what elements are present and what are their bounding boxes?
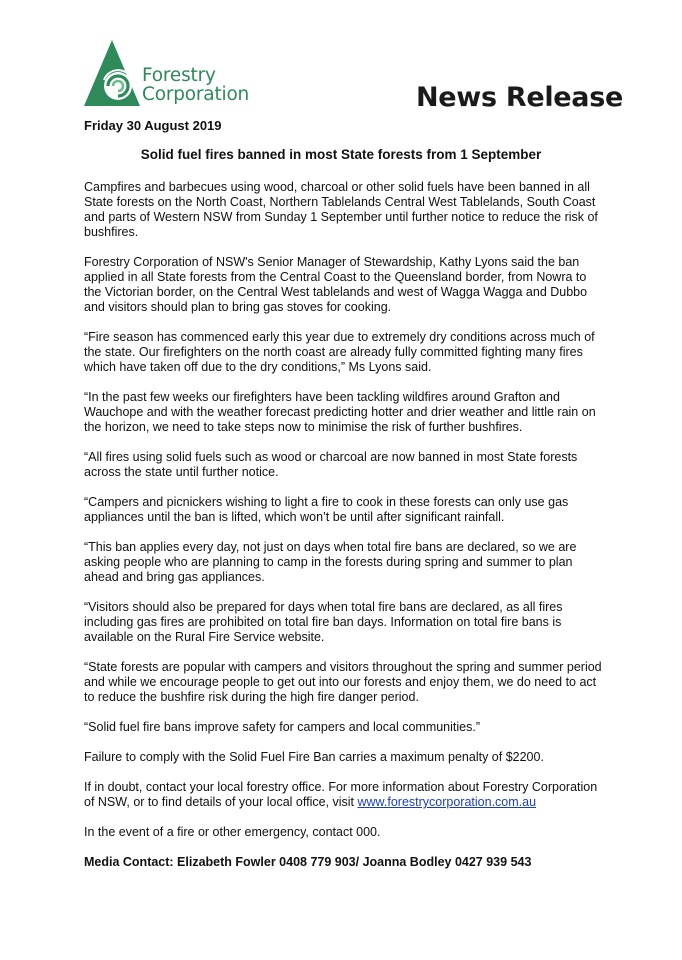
- release-title: News Release: [416, 82, 623, 113]
- brand-line-2: Corporation: [142, 84, 250, 105]
- brand-line-1: Forestry: [142, 65, 216, 86]
- paragraph: “State forests are popular with campers and visitors throughout the spring and summer period and while we encourage people to get out into our forests and enjoy them, we do need to act to reduce the bushfire risk during the high fire danger period.: [84, 660, 602, 704]
- paragraph: Campfires and barbecues using wood, charcoal or other solid fuels have been banned in all State forests on the North Coast, Northern Tablelands Central West Tablelands, South Coast and parts of Western NSW from Sunday 1 September until further notice to reduce the risk of bushfires.: [84, 180, 598, 239]
- paragraph: “Solid fuel fire bans improve safety for campers and local communities.”: [84, 720, 480, 734]
- release-date: Friday 30 August 2019: [84, 118, 222, 133]
- paragraph: “All fires using solid fuels such as wood or charcoal are now banned in most State forests across the state until further notice.: [84, 450, 578, 479]
- paragraph: “In the past few weeks our firefighters have been tackling wildfires around Grafton and Wauchope and with the weather forecast predicting hotter and drier weather and little rain on the horizon, we need to take steps now to minimise the risk of further bushfires.: [84, 390, 596, 434]
- media-contact: Media Contact: Elizabeth Fowler 0408 779 903/ Joanna Bodley 0427 939 543: [84, 855, 532, 869]
- website-link[interactable]: www.forestrycorporation.com.au: [357, 795, 537, 809]
- release-body: [84, 180, 604, 885]
- info-text: If in doubt, contact your local forestry office. For more information about Forestry Corporation of NSW, or to find details of your local office, visit: [84, 780, 598, 809]
- headline: Solid fuel fires banned in most State forests from 1 September: [140, 147, 542, 162]
- paragraph: “This ban applies every day, not just on days when total fire bans are declared, so we are asking people who are planning to camp in the forests during spring and summer to plan ahead and bring gas appliances.: [84, 540, 577, 584]
- emergency-paragraph: In the event of a fire or other emergency, contact 000.: [84, 825, 381, 839]
- paragraph: “Visitors should also be prepared for days when total fire bans are declared, as all fires including gas fires are prohibited on total fire ban days. Information on total fire bans is available on the Rural Fire Service website.: [84, 600, 563, 644]
- paragraph: Forestry Corporation of NSW's Senior Manager of Stewardship, Kathy Lyons said the ban applied in all State forests from the Central Coast to the Queensland border, from Nowra to the Victorian border, on the Central West tablelands and west of Wagga Wagga and Dubbo and visitors should plan to bring gas stoves for cooking.: [84, 255, 588, 314]
- paragraph: Failure to comply with the Solid Fuel Fire Ban carries a maximum penalty of $2200.: [84, 750, 544, 764]
- info-paragraph: [84, 780, 604, 810]
- brand-name: [142, 66, 249, 104]
- paragraph: “Campers and picnickers wishing to light a fire to cook in these forests can only use gas appliances until the ban is lifted, which won’t be until after significant rainfall.: [84, 495, 569, 524]
- paragraph: “Fire season has commenced early this year due to extremely dry conditions across much of the state. Our firefighters on the north coast are already fully committed fighting many fires which have taken off due to the dry conditions,” Ms Lyons said.: [84, 330, 595, 374]
